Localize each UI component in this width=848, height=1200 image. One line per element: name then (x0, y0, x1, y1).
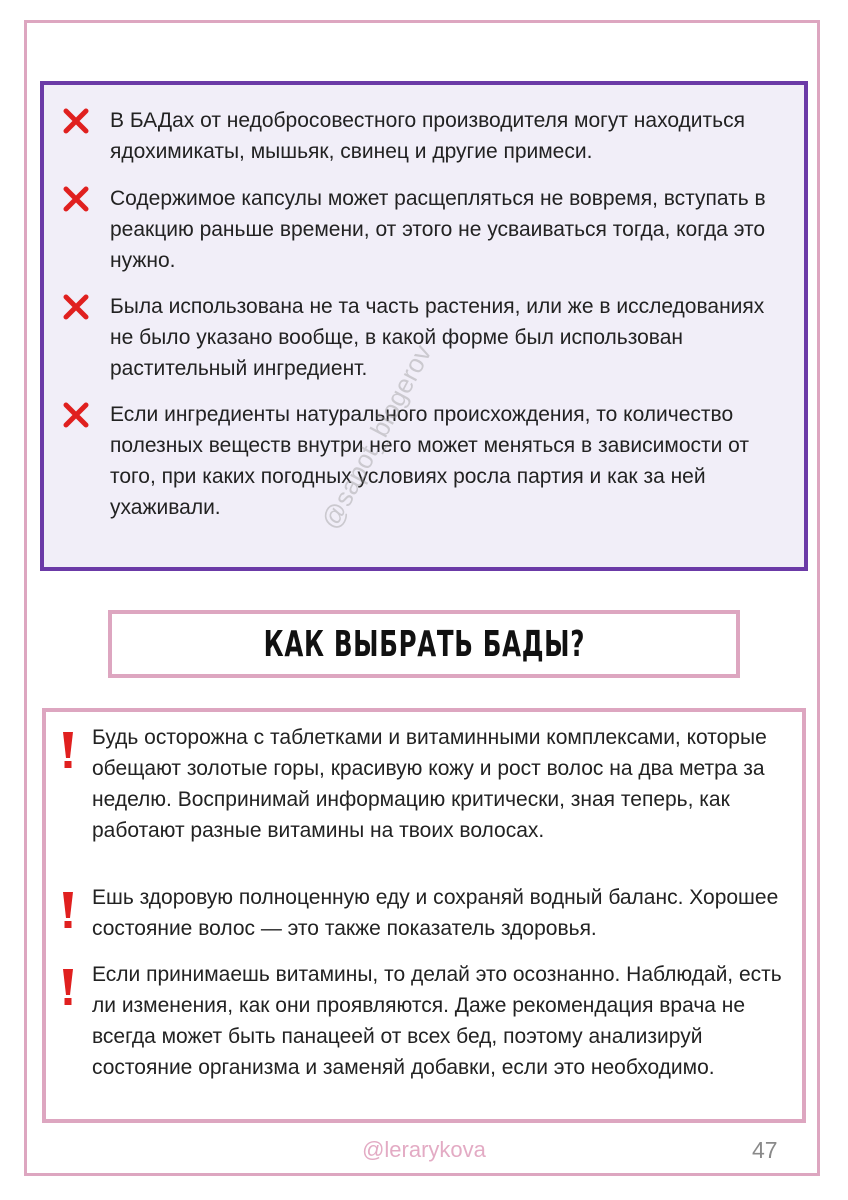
cross-icon (62, 293, 90, 321)
warning-text: Содержимое капсулы может расщепляться не вовремя, вступать в реакцию раньше времени, от этого не усваиваться тогда, когда это нужно. (110, 187, 766, 272)
watermark: @sapot_blogerov (315, 339, 438, 535)
tip-text: Если принимаешь витамины, то делай это осознанно. Наблюдай, есть ли изменения, как они проявляются. Даже рекомендация врача не всегда может быть панацеей от всех бед, поэтому анализируй состояние организма и заменяй добавки, если это необходимо. (92, 963, 782, 1079)
warning-text: Если ингредиенты натурального происхождения, то количество полезных веществ внутри него может меняться в зависимости от того, при каких погодных условиях росла партия и как за ней ухаживали. (110, 403, 750, 519)
exclamation-icon (60, 730, 76, 770)
warning-text: Была использована не та часть растения, или же в исследованиях не было указано вообще, в какой форме был использован растительный ингредиент. (110, 295, 765, 380)
tip-text: Будь осторожна с таблетками и витаминными комплексами, которые обещают золотые горы, красивую кожу и рост волос на два метра за неделю. Воспринимай информацию критически, зная теперь, как работают разные витамины на твоих волосах. (92, 726, 767, 842)
exclamation-icon (60, 967, 76, 1007)
section-title: КАК ВЫБРАТЬ БАДЫ? (263, 623, 585, 665)
warning-text: В БАДах от недобросовестного производителя могут находиться ядохимикаты, мышьяк, свинец и другие примеси. (110, 109, 745, 163)
tips-box (42, 708, 806, 1123)
tip-text: Ешь здоровую полноценную еду и сохраняй водный баланс. Хорошее состояние волос — это также показатель здоровья. (92, 886, 779, 940)
footer-handle: @lerarykova (362, 1137, 486, 1162)
exclamation-icon (60, 890, 76, 930)
cross-icon (62, 185, 90, 213)
warnings-box (40, 81, 808, 571)
cross-icon (62, 401, 90, 429)
page-number: 47 (752, 1137, 778, 1163)
section-title-box (108, 610, 740, 678)
cross-icon (62, 107, 90, 135)
